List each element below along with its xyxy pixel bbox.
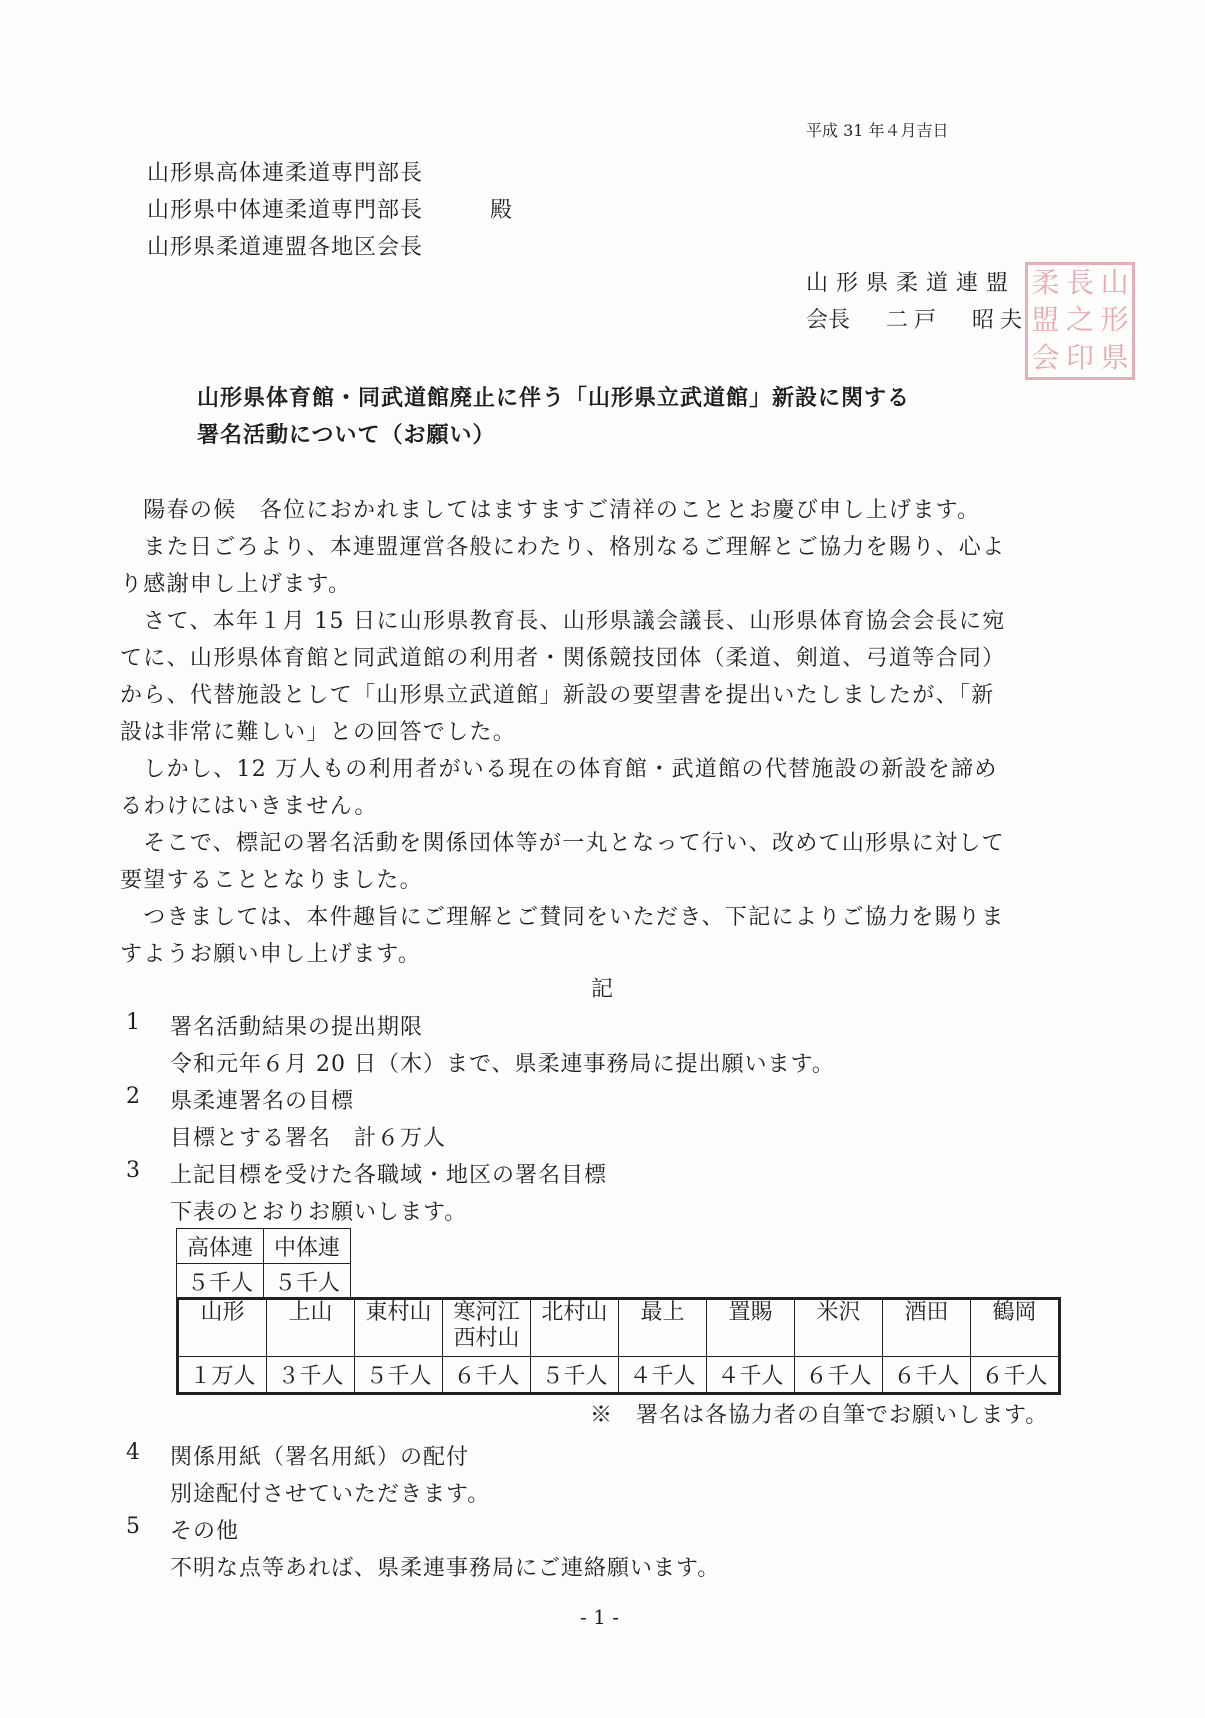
region-target-table [176, 1297, 1061, 1395]
item-heading: その他 [170, 1519, 240, 1544]
table-value-cell: ６千人 [971, 1357, 1060, 1394]
body-line: そこで、標記の署名活動を関係団体等が一丸となって行い、改めて山形県に対して [120, 831, 1005, 856]
table-header-cell: 米沢 [795, 1299, 883, 1357]
table-value-cell: ６千人 [795, 1357, 883, 1394]
item-heading: 上記目標を受けた各職域・地区の署名目標 [170, 1163, 608, 1188]
table-value-cell: ４千人 [707, 1357, 795, 1394]
addressee-1: 山形県高体連柔道専門部長 [147, 161, 424, 186]
table-header-cell: 高体連 [177, 1229, 264, 1264]
table-value-cell: ５千人 [355, 1357, 443, 1394]
body-line: つきましては、本件趣旨にご理解とご賛同をいただき、下記によりご協力を賜りま [120, 905, 1005, 930]
item-heading: 関係用紙（署名用紙）の配付 [170, 1445, 470, 1470]
table-header-cell: 東村山 [355, 1299, 443, 1357]
document-date: 平成 31 年４月吉日 [806, 121, 949, 140]
body-line: また日ごろより、本連盟運営各般にわたり、格別なるご理解とご協力を賜り、心よ [120, 535, 1006, 560]
body-line: てに、山形県体育館と同武道館の利用者・関係競技団体（柔道、剣道、弓道等合同） [120, 646, 1006, 671]
sender-title: 会長 [806, 308, 851, 333]
item-detail: 不明な点等あれば、県柔連事務局にご連絡願います。 [170, 1556, 721, 1581]
sender-president [806, 303, 1028, 334]
sender-org: 山形県柔道連盟 [806, 271, 1017, 296]
body-line: 設は非常に難しい」との回答でした。 [120, 720, 517, 745]
item-number: 2 [126, 1084, 140, 1109]
item-heading: 署名活動結果の提出期限 [170, 1015, 424, 1040]
item-detail: 下表のとおりお願いします。 [170, 1200, 468, 1225]
table-header-cell: 寒河江 西村山 [443, 1299, 531, 1357]
official-seal-stamp: 柔 長 山 盟 之 形 会 印 県 [1025, 262, 1135, 380]
item-heading: 県柔連署名の目標 [170, 1089, 355, 1114]
school-target-table [176, 1228, 351, 1299]
page-number: - 1 - [580, 1605, 619, 1629]
body-line: から、代替施設として「山形県立武道館」新設の要望書を提出いたしましたが、「新 [120, 683, 995, 708]
item-number: 5 [126, 1514, 140, 1539]
table-header-cell: 置賜 [707, 1299, 795, 1357]
body-line: るわけにはいきません。 [120, 794, 378, 819]
honorific: 殿 [490, 198, 513, 223]
table-header-cell: 山形 [178, 1299, 267, 1357]
addressee-2: 山形県中体連柔道専門部長 [147, 198, 424, 223]
addressee-3: 山形県柔道連盟各地区会長 [147, 235, 424, 260]
subject-line-2: 署名活動について（お願い） [197, 423, 496, 448]
table-header-cell: 鶴岡 [971, 1299, 1060, 1357]
body-line: さて、本年１月 15 日に山形県教育長、山形県議会議長、山形県体育協会会長に宛 [120, 609, 1006, 634]
body-line: すようお願い申し上げます。 [120, 942, 422, 967]
item-detail: 目標とする署名 計６万人 [170, 1126, 447, 1151]
sender-family-name: 二戸 [886, 308, 943, 333]
table-header-cell: 北村山 [531, 1299, 619, 1357]
body-line: 要望することとなりました。 [120, 868, 423, 893]
table-value-cell: ６千人 [443, 1357, 531, 1394]
table-header-cell: 上山 [267, 1299, 355, 1357]
item-number: 1 [126, 1010, 140, 1035]
table-value-cell: ５千人 [531, 1357, 619, 1394]
table-value-cell: ６千人 [883, 1357, 971, 1394]
table-value-cell: ４千人 [619, 1357, 707, 1394]
item-detail: 令和元年６月 20 日（木）まで、県柔連事務局に提出願います。 [170, 1052, 835, 1077]
table-value-cell: ５千人 [264, 1264, 351, 1299]
item-number: 3 [126, 1158, 140, 1183]
table-header-cell: 中体連 [264, 1229, 351, 1264]
sender-given-name: 昭夫 [972, 308, 1029, 333]
table-value-cell: １万人 [178, 1357, 267, 1394]
item-number: 4 [126, 1440, 140, 1465]
table-header-cell: 酒田 [883, 1299, 971, 1357]
body-line: しかし、12 万人もの利用者がいる現在の体育館・武道館の代替施設の新設を諦め [120, 757, 998, 782]
item-detail: 別途配付させていただきます。 [170, 1482, 491, 1507]
table-value-cell: ５千人 [177, 1264, 264, 1299]
body-line: 陽春の候 各位におかれましてはますますご清祥のこととお慶び申し上げます。 [120, 498, 981, 523]
table-value-cell: ３千人 [267, 1357, 355, 1394]
body-line: り感謝申し上げます。 [120, 572, 352, 597]
signature-note: ※ 署名は各協力者の自筆でお願いします。 [590, 1403, 1049, 1428]
ki-heading: 記 [591, 977, 614, 1002]
subject-line-1: 山形県体育館・同武道館廃止に伴う「山形県立武道館」新設に関する [197, 386, 911, 411]
table-header-cell: 最上 [619, 1299, 707, 1357]
